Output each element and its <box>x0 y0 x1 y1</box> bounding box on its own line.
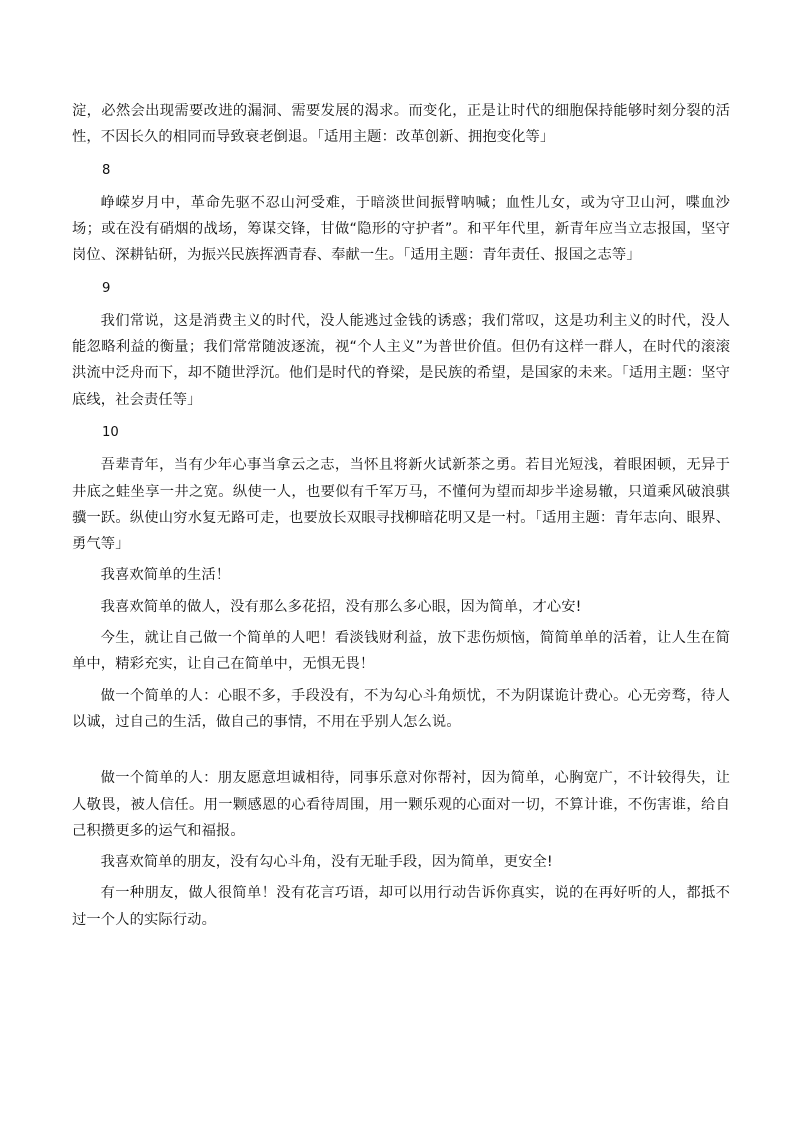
paragraph-change-innovation: 淀，必然会出现需要改进的漏洞、需要发展的渴求。而变化，正是让时代的细胞保持能够时刻分裂的活性，不因长久的相同而导致衰老倒退。「适用主题：改革创新、拥抱变化等」 <box>72 103 730 146</box>
paragraph-youth-responsibility: 峥嵘岁月中，革命先驱不忍山河受难，于暗淡世间振臂呐喊；血性儿女，或为守卫山河，喋血沙场；或在没有硝烟的战场，筹谋交锋，甘做“隐形的守护者”。和平年代里，新青年应当立志报国，坚守岗位、深耕钻研，为振兴民族挥洒青春、奉献一生。「适用主题：青年责任、报国之志等」 <box>72 194 730 264</box>
paragraph-true-friendship: 有一种朋友，做人很简单！没有花言巧语，却可以用行动告诉你真实，说的在再好听的人，都抵不过一个人的实际行动。 <box>72 885 730 928</box>
paragraph-simple-life: 我喜欢简单的生活！ <box>100 567 231 584</box>
item-number-9: 9 <box>102 280 111 296</box>
paragraph-social-responsibility: 我们常说，这是消费主义的时代，没人能逃过金钱的诱惑；我们常叹，这是功利主义的时代，没人能忽略利益的衡量；我们常常随波逐流，视“个人主义”为普世价值。但仍有这样一群人，在时代的滚滚洪流中泛舟而下，却不随世浮沉。他们是时代的脊梁，是民族的希望，是国家的未来。「适用主题：坚守底线，社会责任等」 <box>72 312 730 408</box>
paragraph-simple-character: 做一个简单的人：心眼不多，手段没有，不为勾心斗角烦忧，不为阴谋诡计费心。心无旁骛，待人以诚，过自己的生活，做自己的事情，不用在乎别人怎么说。 <box>72 687 730 730</box>
paragraph-simple-person: 我喜欢简单的做人，没有那么多花招，没有那么多心眼，因为简单，才心安! <box>100 598 582 615</box>
item-number-10: 10 <box>102 425 119 441</box>
document-body <box>72 98 730 933</box>
item-number-8: 8 <box>102 162 111 178</box>
paragraph-simple-relations: 做一个简单的人：朋友愿意坦诚相待，同事乐意对你帮衬，因为简单，心胸宽广，不计较得失，让人敬畏，被人信任。用一颗感恩的心看待周围，用一颗乐观的心面对一切，不算计谁，不伤害谁，给自己积攒更多的运气和福报。 <box>72 770 730 839</box>
paragraph-be-simple: 今生，就让自己做一个简单的人吧！看淡钱财利益，放下悲伤烦恼，简简单单的活着，让人生在简单中，精彩充实，让自己在简单中，无惧无畏！ <box>72 630 730 673</box>
paragraph-simple-friends: 我喜欢简单的朋友，没有勾心斗角，没有无耻手段，因为简单，更安全! <box>100 854 553 871</box>
paragraph-youth-aspiration: 吾辈青年，当有少年心事当拿云之志，当怀且将新火试新茶之勇。若目光短浅，着眼困顿，无异于井底之蛙坐享一井之宽。纵使一人，也要似有千军万马，不懂何为望而却步半途易辙，只道乘风破浪骐骥一跃。纵使山穷水复无路可走，也要放长双眼寻找柳暗花明又是一村。「适用主题：青年志向、眼界、勇气等」 <box>72 457 730 553</box>
